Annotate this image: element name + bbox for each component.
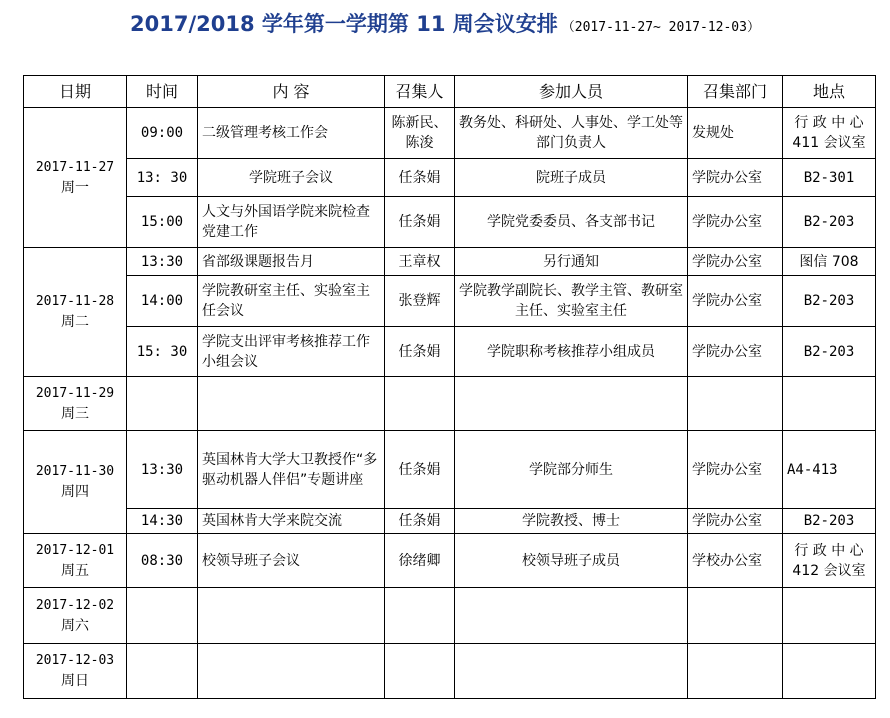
- header-row: [24, 76, 876, 108]
- content-cell: 学院教研室主任、实验室主任会议: [198, 276, 385, 327]
- convener-cell: 任条娟: [385, 509, 455, 534]
- meeting-schedule-table: [23, 75, 876, 699]
- column-header-department: 召集部门: [688, 76, 783, 108]
- location-cell: B2-203: [783, 509, 876, 534]
- column-header-date: 日期: [24, 76, 127, 108]
- date-cell: [24, 248, 127, 377]
- empty-cell: [688, 588, 783, 644]
- table-row: [24, 197, 876, 248]
- empty-cell: [198, 377, 385, 431]
- participants-cell: 学院党委委员、各支部书记: [455, 197, 688, 248]
- location-cell: B2-203: [783, 327, 876, 377]
- convener-cell: 任条娟: [385, 197, 455, 248]
- weekday-text: 周三: [61, 405, 89, 422]
- date-text: 2017-11-28: [35, 294, 115, 309]
- participants-cell: 学院部分师生: [455, 431, 688, 509]
- empty-cell: [385, 377, 455, 431]
- table-row: [24, 377, 876, 431]
- department-cell: 学院办公室: [688, 159, 783, 197]
- date-text: 2017-11-30: [35, 464, 115, 479]
- column-header-convener: 召集人: [385, 76, 455, 108]
- empty-cell: [783, 644, 876, 699]
- date-text: 2017-12-01: [35, 542, 115, 558]
- department-cell: 学院办公室: [688, 431, 783, 509]
- content-cell: 英国林肯大学来院交流: [198, 509, 385, 534]
- participants-cell: 学院教学副院长、教学主管、教研室主任、实验室主任: [455, 276, 688, 327]
- table-row: [24, 248, 876, 276]
- location-cell: 行 政 中 心 411 会议室: [783, 108, 876, 159]
- convener-cell: 任条娟: [385, 431, 455, 509]
- table-row: [24, 276, 876, 327]
- table-row: [24, 644, 876, 699]
- table-row: [24, 509, 876, 534]
- weekday-text: 周二: [61, 314, 89, 330]
- convener-cell: 任条娟: [385, 159, 455, 197]
- empty-cell: [688, 377, 783, 431]
- time-cell: 14:30: [127, 509, 198, 534]
- date-text: 2017-11-29: [35, 385, 115, 401]
- content-cell: 省部级课题报告月: [198, 248, 385, 276]
- date-cell: [24, 534, 127, 588]
- department-cell: 发规处: [688, 108, 783, 159]
- empty-cell: [385, 644, 455, 699]
- department-cell: 学校办公室: [688, 534, 783, 588]
- location-cell: 图信 708: [783, 248, 876, 276]
- convener-cell: 张登辉: [385, 276, 455, 327]
- location-cell: 行 政 中 心 412 会议室: [783, 534, 876, 588]
- column-header-location: 地点: [783, 76, 876, 108]
- table-row: [24, 534, 876, 588]
- content-cell: 二级管理考核工作会: [198, 108, 385, 159]
- weekday-text: 周一: [61, 179, 89, 196]
- content-cell: 学院支出评审考核推荐工作小组会议: [198, 327, 385, 377]
- participants-cell: 学院职称考核推荐小组成员: [455, 327, 688, 377]
- date-text: 2017-12-02: [35, 597, 115, 613]
- empty-cell: [783, 588, 876, 644]
- empty-cell: [455, 644, 688, 699]
- table-row: [24, 431, 876, 509]
- page-title: [0, 8, 890, 38]
- table-row: [24, 327, 876, 377]
- date-cell: [24, 588, 127, 644]
- time-cell: 15:00: [127, 197, 198, 248]
- empty-cell: [198, 644, 385, 699]
- date-text: 2017-12-03: [35, 653, 115, 668]
- department-cell: 学院办公室: [688, 248, 783, 276]
- empty-cell: [127, 644, 198, 699]
- participants-cell: 另行通知: [455, 248, 688, 276]
- convener-cell: 王章权: [385, 248, 455, 276]
- participants-cell: 学院教授、博士: [455, 509, 688, 534]
- empty-cell: [127, 377, 198, 431]
- content-cell: 英国林肯大学大卫教授作“多驱动机器人伴侣”专题讲座: [198, 431, 385, 509]
- empty-cell: [783, 377, 876, 431]
- department-cell: 学院办公室: [688, 509, 783, 534]
- time-cell: 15: 30: [127, 327, 198, 377]
- time-cell: 08:30: [127, 534, 198, 588]
- date-cell: [24, 431, 127, 534]
- convener-cell: 徐绪卿: [385, 534, 455, 588]
- participants-cell: 教务处、科研处、人事处、学工处等部门负责人: [455, 108, 688, 159]
- empty-cell: [455, 377, 688, 431]
- table-row: [24, 159, 876, 197]
- weekday-text: 周六: [61, 617, 89, 634]
- location-cell: A4-413: [783, 431, 876, 509]
- time-cell: 13:30: [127, 248, 198, 276]
- date-text: 2017-11-27: [35, 159, 115, 175]
- empty-cell: [198, 588, 385, 644]
- time-cell: 14:00: [127, 276, 198, 327]
- weekday-text: 周五: [61, 562, 89, 579]
- department-cell: 学院办公室: [688, 276, 783, 327]
- date-cell: [24, 108, 127, 248]
- column-header-participants: 参加人员: [455, 76, 688, 108]
- time-cell: 09:00: [127, 108, 198, 159]
- location-cell: B2-203: [783, 197, 876, 248]
- content-cell: 人文与外国语学院来院检查党建工作: [198, 197, 385, 248]
- empty-cell: [455, 588, 688, 644]
- convener-cell: 陈新民、陈浚: [385, 108, 455, 159]
- title-main: 2017/2018 学年第一学期第 11 周会议安排: [130, 12, 558, 36]
- department-cell: 学院办公室: [688, 197, 783, 248]
- empty-cell: [385, 588, 455, 644]
- table-row: [24, 588, 876, 644]
- empty-cell: [127, 588, 198, 644]
- empty-cell: [688, 644, 783, 699]
- location-cell: B2-301: [783, 159, 876, 197]
- content-cell: 学院班子会议: [198, 159, 385, 197]
- date-cell: [24, 644, 127, 699]
- time-cell: 13: 30: [127, 159, 198, 197]
- column-header-time: 时间: [127, 76, 198, 108]
- date-cell: [24, 377, 127, 431]
- column-header-content: 内 容: [198, 76, 385, 108]
- table-row: [24, 108, 876, 159]
- participants-cell: 院班子成员: [455, 159, 688, 197]
- weekday-text: 周日: [61, 673, 89, 689]
- location-cell: B2-203: [783, 276, 876, 327]
- time-cell: 13:30: [127, 431, 198, 509]
- convener-cell: 任条娟: [385, 327, 455, 377]
- title-date-range: （2017-11-27~ 2017-12-03）: [561, 20, 760, 35]
- participants-cell: 校领导班子成员: [455, 534, 688, 588]
- department-cell: 学院办公室: [688, 327, 783, 377]
- weekday-text: 周四: [61, 484, 89, 500]
- content-cell: 校领导班子会议: [198, 534, 385, 588]
